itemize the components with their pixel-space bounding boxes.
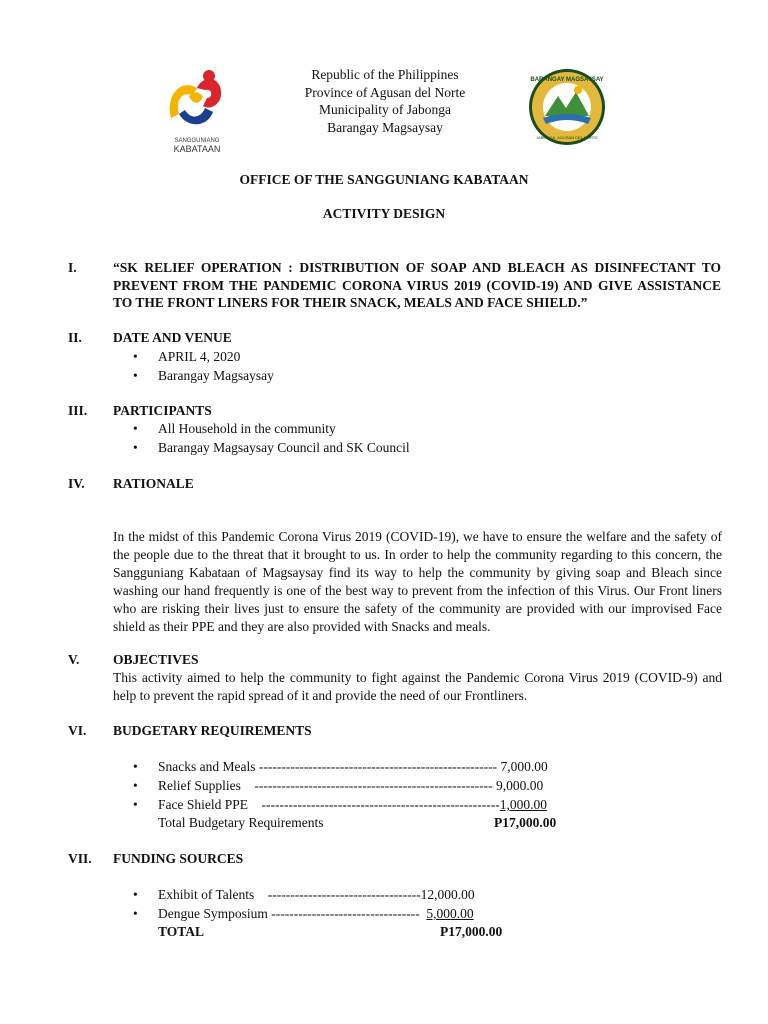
- funding-item: [158, 906, 474, 922]
- section-title: PARTICIPANTS: [113, 403, 212, 418]
- document-title: ACTIVITY DESIGN: [322, 206, 446, 221]
- rationale-paragraph: In the midst of this Pandemic Corona Virus 2019 (COVID-19), we have to ensure the welfare and the safety of the people due to the threat that it brought to us. In order to help the community regarding to this concern, the Sangguniang Kabataan of Magsaysay find its way to help the community by giving soap and Bleach since washing our hand frequently is one of the best way to prevent from the infection of this Virus. Our Front liners who are risking their lives just to ensure the safety of the community are provided with our improvised Face shield as their PPE and they are also provided with Snacks and meals.: [113, 529, 722, 634]
- dotted-leader: -----------------------------------------------------: [248, 797, 500, 812]
- budget-item-amount: 7,000.00: [497, 759, 548, 774]
- funding-total-amount: P17,000.00: [440, 924, 503, 939]
- section-number: V.: [68, 652, 80, 667]
- budget-item-label: Face Shield PPE: [158, 797, 248, 812]
- bullet-icon: •: [133, 887, 138, 902]
- dotted-leader: ----------------------------------: [254, 887, 421, 902]
- dotted-leader: -----------------------------------------------------: [255, 759, 498, 774]
- objectives-paragraph: This activity aimed to help the community to fight against the Pandemic Corona Virus 2019 (COVID-9) and help to prevent the rapid spread of it and provide the need of our Frontliners.: [113, 670, 722, 703]
- bullet-icon: •: [133, 759, 138, 774]
- budget-item: [158, 797, 547, 813]
- funding-item-amount: 5,000.00: [426, 906, 474, 921]
- list-item: APRIL 4, 2020: [158, 349, 241, 364]
- section-title: DATE AND VENUE: [113, 330, 232, 345]
- bullet-icon: •: [133, 906, 138, 921]
- svg-text:BARANGAY MAGSAYSAY: BARANGAY MAGSAYSAY: [530, 77, 604, 83]
- letterhead-line: Municipality of Jabonga: [319, 102, 451, 117]
- svg-text:KABATAAN: KABATAAN: [173, 144, 221, 154]
- funding-item-amount: 12,000.00: [420, 887, 475, 902]
- dotted-leader: ---------------------------------: [267, 906, 427, 921]
- sangguniang-kabataan-logo: [163, 66, 231, 154]
- section-title: RATIONALE: [113, 476, 194, 491]
- section-title: BUDGETARY REQUIREMENTS: [113, 723, 312, 738]
- dotted-leader: -----------------------------------------------------: [240, 778, 493, 793]
- budget-item-label: Relief Supplies: [158, 778, 241, 793]
- bullet-icon: •: [133, 349, 138, 364]
- list-item: Barangay Magsaysay Council and SK Council: [158, 440, 410, 455]
- office-title: OFFICE OF THE SANGGUNIANG KABATAAN: [239, 172, 529, 187]
- section-title: OBJECTIVES: [113, 652, 199, 667]
- budget-item-label: Snacks and Meals: [158, 759, 256, 774]
- bullet-icon: •: [133, 368, 138, 383]
- section-number: VI.: [68, 723, 87, 738]
- svg-text:SANGGUNIANG: SANGGUNIANG: [174, 138, 220, 144]
- section-number: VII.: [68, 851, 92, 866]
- funding-total-label: TOTAL: [158, 924, 205, 939]
- section-number: IV.: [68, 476, 85, 491]
- section-number: II.: [68, 330, 82, 345]
- section-title: FUNDING SOURCES: [113, 851, 244, 866]
- bullet-icon: •: [133, 797, 138, 812]
- activity-title: “SK RELIEF OPERATION : DISTRIBUTION OF SOAP AND BLEACH AS DISINFECTANT TO PREVENT FROM THE PANDEMIC CORONA VIRUS 2019 (COVID-19) AND GIVE ASSISTANCE TO THE FRONT LINERS FOR THEIR SNACK, MEALS AND FACE SHIELD.”: [113, 260, 721, 310]
- budget-total-label: Total Budgetary Requirements: [158, 815, 324, 830]
- funding-item-label: Exhibit of Talents: [158, 887, 255, 902]
- budget-item-amount: 9,000.00: [492, 778, 544, 793]
- budget-item: [158, 759, 548, 775]
- list-item: Barangay Magsaysay: [158, 368, 274, 383]
- budget-item: [158, 778, 543, 794]
- svg-text:JABONGA, AGUSAN DEL NORTE: JABONGA, AGUSAN DEL NORTE: [536, 135, 598, 140]
- funding-item: [158, 887, 475, 903]
- letterhead: [230, 66, 540, 136]
- letterhead-line: Barangay Magsaysay: [327, 119, 443, 135]
- funding-item-label: Dengue Symposium: [158, 906, 268, 921]
- section-number: III.: [68, 403, 88, 418]
- bullet-icon: •: [133, 778, 138, 793]
- budget-total-amount: P17,000.00: [494, 815, 557, 830]
- letterhead-line: Province of Agusan del Norte: [304, 84, 466, 100]
- list-item: All Household in the community: [158, 421, 336, 436]
- letterhead-line: Republic of the Philippines: [311, 67, 459, 82]
- bullet-icon: •: [133, 421, 138, 436]
- budget-item-amount: 1,000.00: [499, 797, 548, 812]
- section-number: I.: [68, 260, 77, 275]
- bullet-icon: •: [133, 440, 138, 455]
